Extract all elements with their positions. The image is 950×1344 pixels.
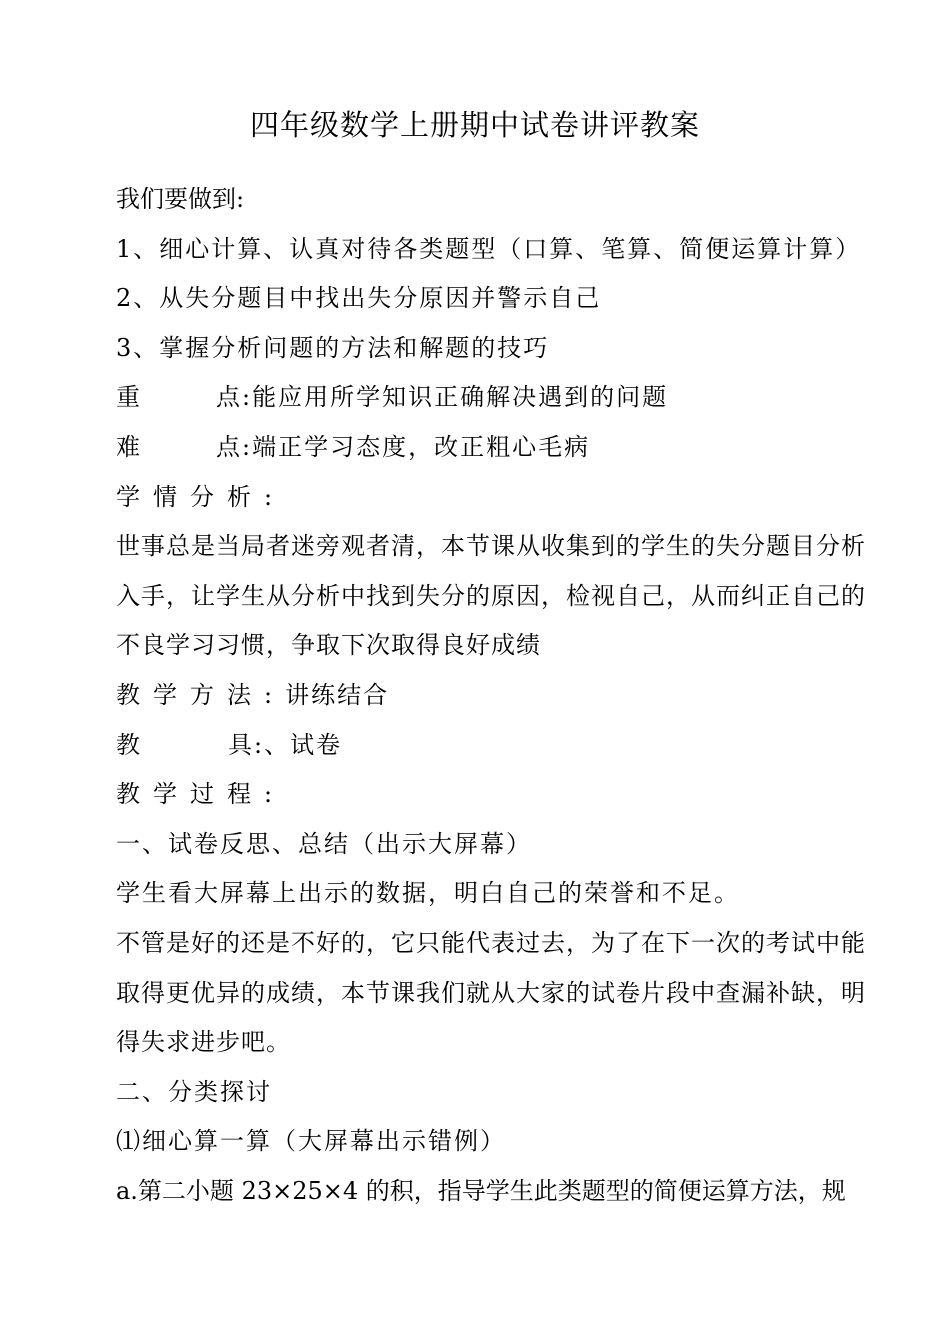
goal-1: 1、细心计算、认真对待各类题型（口算、笔算、简便运算计算） [116,234,862,263]
goal-2: 2、从失分题目中找出失分原因并警示自己 [116,284,602,313]
method-line [116,671,866,721]
process-label: 教学过程: [116,780,286,809]
analysis-paragraph: 世事总是当局者迷旁观者清，本节课从收集到的学生的失分题目分析入手，让学生从分析中找到失分的原因，检视自己，从而纠正自己的不良学习习惯，争取下次取得良好成绩 [116,532,866,660]
intro-line: 我们要做到: [116,185,245,213]
section1-title: 一、试卷反思、总结（出示大屏幕） [116,829,532,858]
tools-label-a: 教 [116,730,142,759]
tools-text: 、试卷 [264,730,343,759]
difficulty-line [116,423,866,473]
section1-paragraph-2: 不管是好的还是不好的，它只能代表过去，为了在下一次的考试中能取得更优异的成绩，本节课我们就从大家的试卷片段中查漏补缺，明得失求进步吧。 [116,928,866,1057]
tools-label-b: 具: [228,730,265,759]
document-title: 四年级数学上册期中试卷讲评教案 [249,108,700,142]
difficulty-label-b: 点: [216,432,253,461]
method-text: 讲练结合 [285,680,390,709]
tools-line [116,721,866,771]
key-point-label-b: 点: [216,383,253,412]
key-point-line [116,373,866,423]
difficulty-text: 端正学习态度，改正粗心毛病 [252,432,591,461]
key-point-text: 能应用所学知识正确解决遇到的问题 [252,383,669,412]
key-point-label-a: 重 [116,383,142,412]
section2-title: 二、分类探讨 [116,1077,272,1106]
difficulty-label-a: 难 [116,432,142,461]
document-body [116,175,866,1216]
section1-paragraph-1: 学生看大屏幕上出示的数据，明白自己的荣誉和不足。 [116,879,740,908]
analysis-label: 学情分析: [116,482,286,511]
section2-subtitle-1: ⑴细心算一算（大屏幕出示错例） [116,1127,506,1156]
goal-3: 3、掌握分析问题的方法和解题的技巧 [116,333,550,362]
section2-item-a: a.第二小题 23×25×4 的积，指导学生此类题型的简便运算方法，规 [116,1176,846,1205]
method-label: 教学方法: [116,680,286,709]
